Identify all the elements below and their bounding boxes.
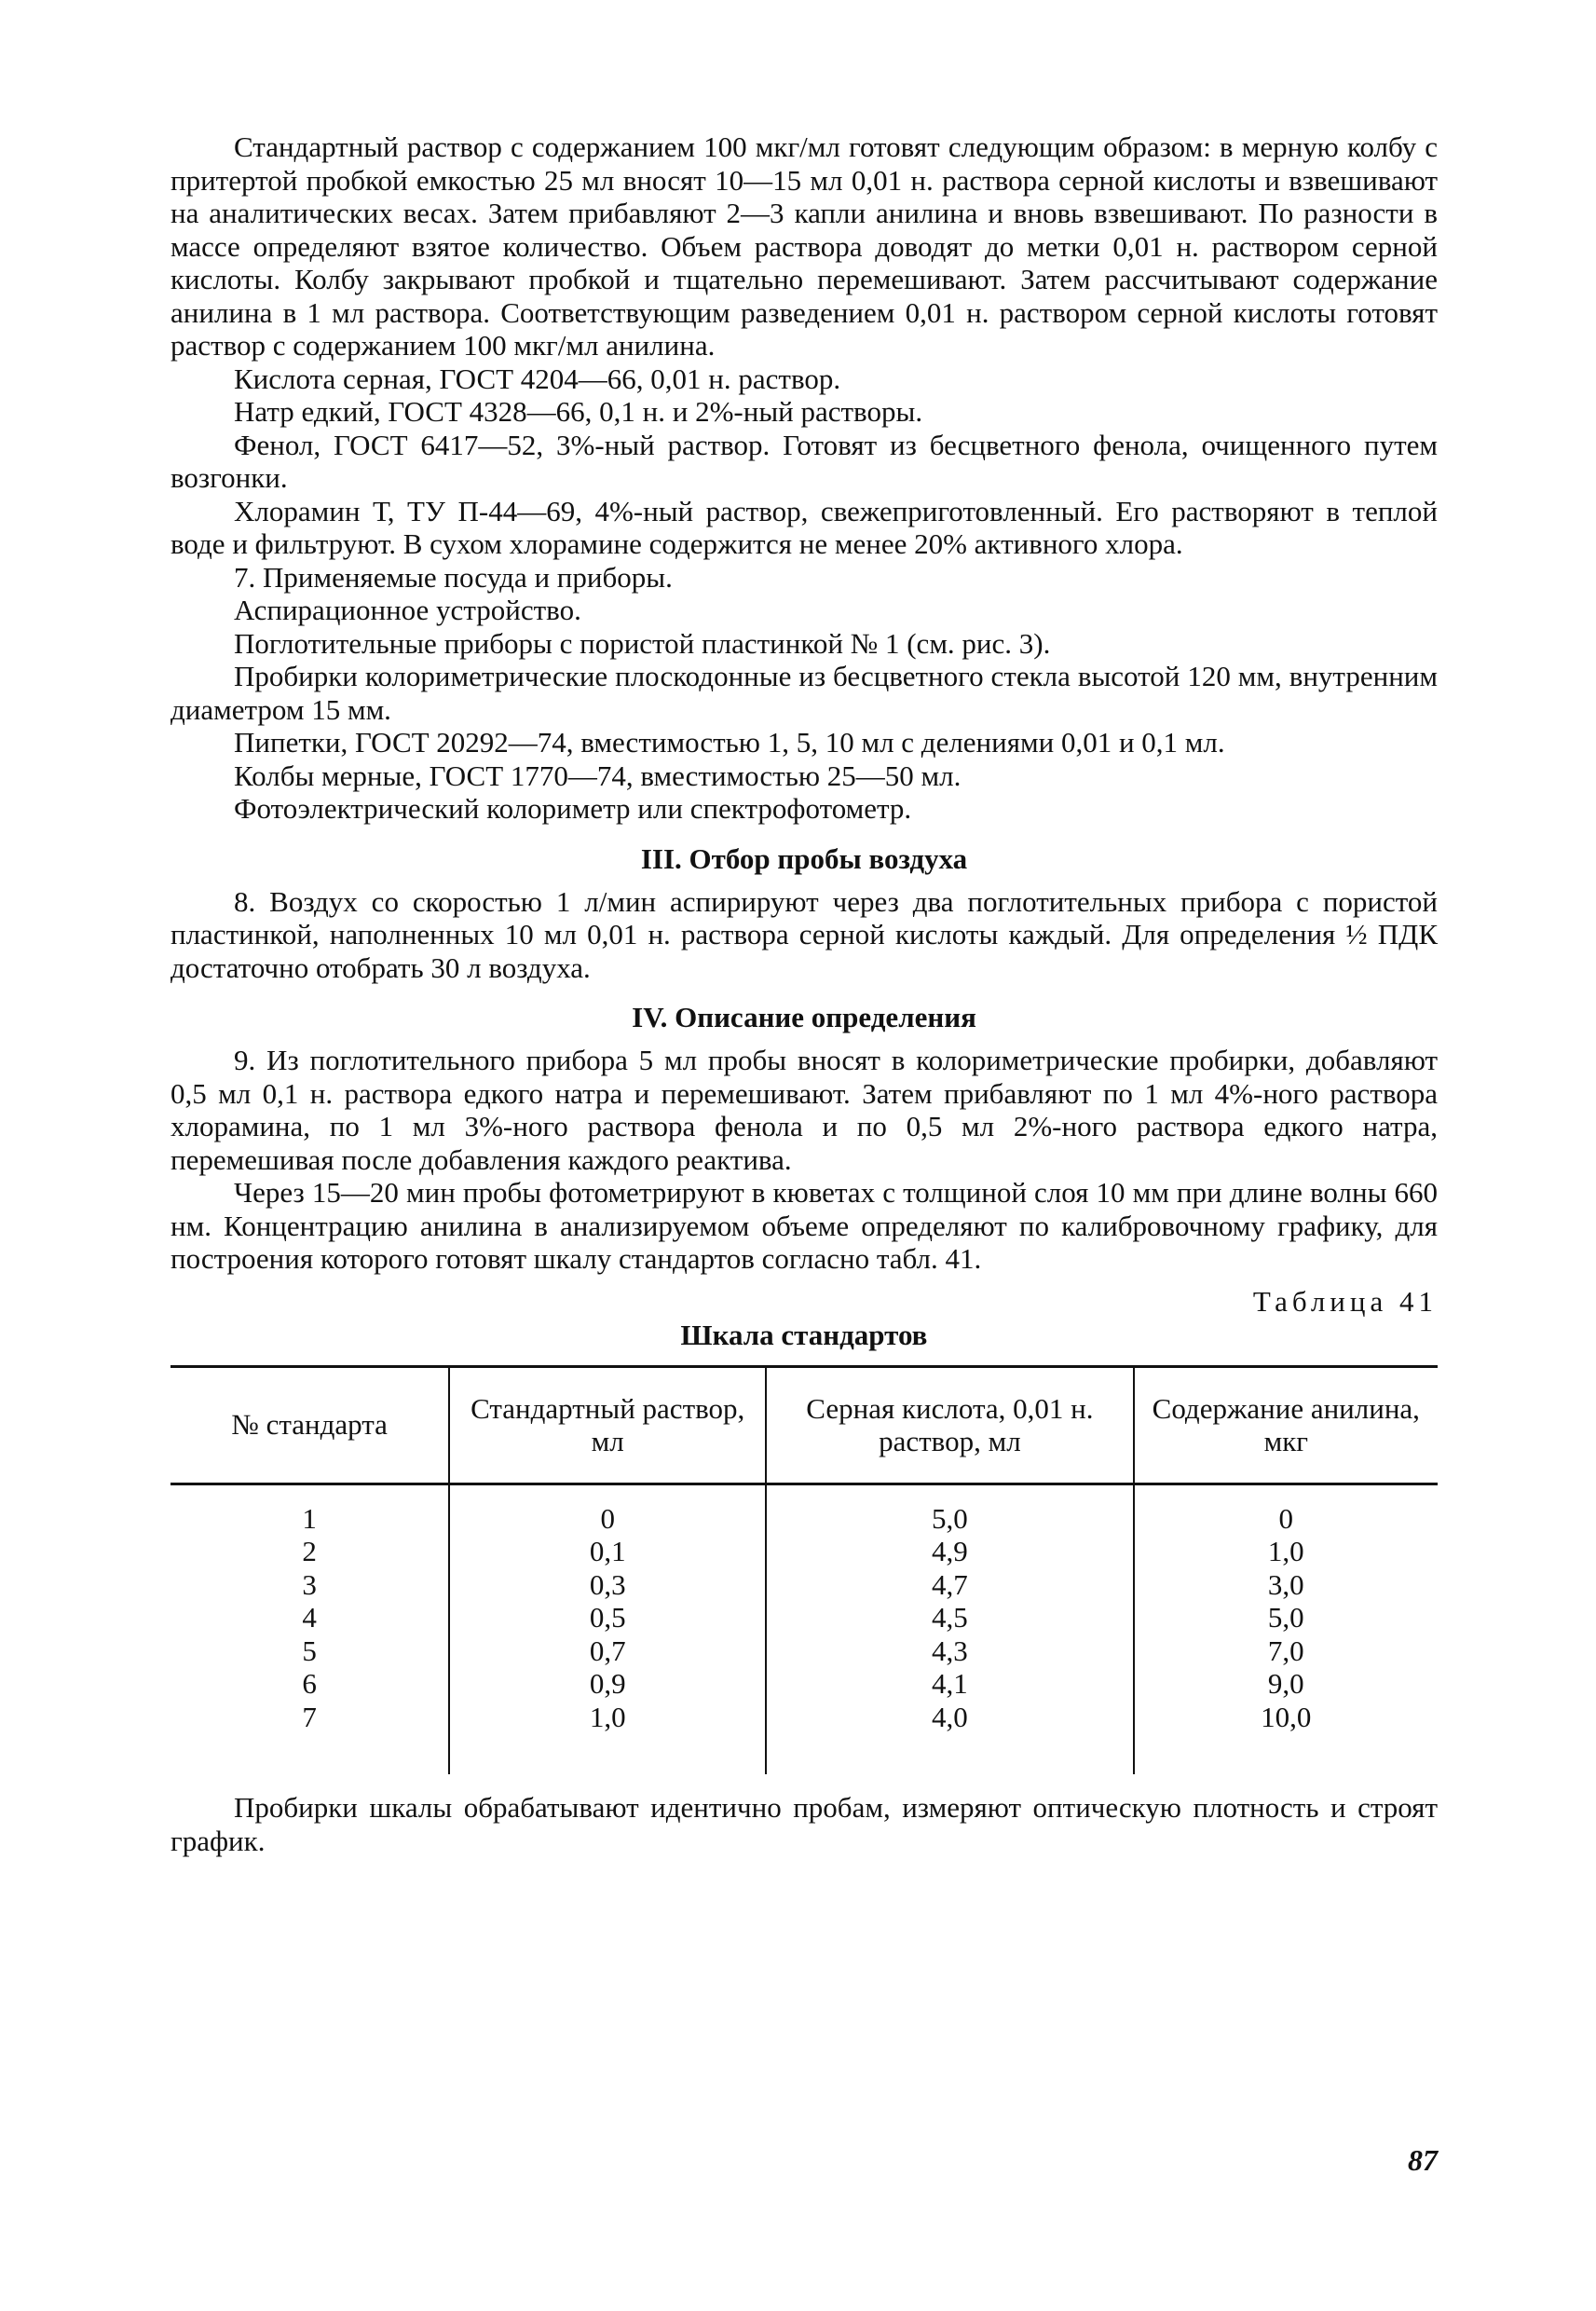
document-page xyxy=(171,130,1438,1857)
table-cell: 4,9 xyxy=(932,1535,968,1567)
table-cell: 5,0 xyxy=(1267,1601,1304,1634)
column-aniline-content xyxy=(1134,1484,1438,1774)
section-heading-air-sampling: III. Отбор пробы воздуха xyxy=(640,841,968,875)
column-standard-solution xyxy=(449,1484,766,1774)
column-sulfuric-acid xyxy=(766,1484,1133,1774)
table-cell: 4,7 xyxy=(932,1567,968,1601)
table-cell: 4 xyxy=(302,1601,317,1634)
paragraph-standard-solution: Стандартный раствор с содержанием 100 мкг/мл готовят следующим образом: в мерную колбу с притертой пробкой емкостью 25 мл вносят 10—15 мл 0,01 н. раствора серной кислоты и взвешивают на аналитических весах. Затем прибавляют 2—3 капли анилина и вновь взвешивают. По разности в массе определяют взятое количество. Объем раствора доводят до метки 0,01 н. раствором серной кислоты. Колбу закрывают пробкой и тщательно перемешивают. Затем рассчитывают содержание анилина в 1 мл раствора. Соответствующим разведением 0,01 н. раствором серной кислоты готовят раствор с содержанием 100 мкг/мл анилина. xyxy=(171,130,1438,362)
paragraph-equipment-heading: 7. Применяемые посуда и приборы. xyxy=(234,560,673,594)
table-cell: 7,0 xyxy=(1267,1634,1304,1667)
paragraph-aspiration-device: Аспирационное устройство. xyxy=(234,594,581,626)
table-cell: 4,1 xyxy=(932,1667,968,1700)
paragraph-colorimeter: Фотоэлектрический колориметр или спектрофотометр. xyxy=(234,792,912,825)
paragraph-chloramine: Хлорамин Т, ТУ П-44—69, 4%-ный раствор, свежеприготовленный. Его растворяют в теплой воде и фильтруют. В сухом хлорамине содержится не менее 20% активного хлора. xyxy=(171,494,1438,560)
paragraph-test-tubes: Пробирки колориметрические плоскодонные из бесцветного стекла высотой 120 мм, внутренним диаметром 15 мм. xyxy=(171,660,1438,726)
paragraph-absorption-devices: Поглотительные приборы с пористой пластинкой № 1 (см. рис. 3). xyxy=(234,626,1051,660)
header-sulfuric-acid: Серная кислота, 0,01 н. раствор, мл xyxy=(766,1366,1133,1484)
paragraph-determination-1: 9. Из поглотительного прибора 5 мл пробы вносят в колориметрические пробирки, добавляют 0,5 мл 0,1 н. раствора едкого натра и перемешивают. Затем прибавляют по 1 мл 4%-ного раствора хлорамина, по 1 мл 3%-ного раствора фенола и по 0,5 мл 2%-ного раствора едкого натра, перемешивая после добавления каждого реактива. xyxy=(171,1044,1438,1176)
table-cell: 4,5 xyxy=(932,1601,968,1634)
table-title: Шкала стандартов xyxy=(680,1318,928,1351)
page-number: 87 xyxy=(1408,2143,1438,2177)
paragraph-sodium-hydroxide: Натр едкий, ГОСТ 4328—66, 0,1 н. и 2%-ный растворы. xyxy=(234,395,923,428)
paragraph-air-sampling: 8. Воздух со скоростью 1 л/мин аспирируют через два поглотительных прибора с пористой пластинкой, наполненных 10 мл 0,01 н. раствора серной кислоты каждый. Для определения ½ ПДК достаточно отобрать 30 л воздуха. xyxy=(171,884,1438,984)
paragraph-flasks: Колбы мерные, ГОСТ 1770—74, вместимостью 25—50 мл. xyxy=(234,759,962,792)
paragraph-determination-2: Через 15—20 мин пробы фотометрируют в кюветах с толщиной слоя 10 мм при длине волны 660 нм. Концентрацию анилина в анализируемом объеме определяют по калибровочному графику, для построения которого готовят шкалу стандартов согласно табл. 41. xyxy=(171,1176,1438,1275)
table-cell: 7 xyxy=(302,1700,317,1733)
table-cell: 3,0 xyxy=(1267,1567,1304,1601)
table-cell: 2 xyxy=(302,1535,317,1567)
column-standard-number xyxy=(171,1484,449,1774)
table-label: Таблица 41 xyxy=(1252,1284,1438,1318)
paragraph-pipettes: Пипетки, ГОСТ 20292—74, вместимостью 1, 5, 10 мл с делениями 0,01 и 0,1 мл. xyxy=(234,726,1225,759)
paragraph-after-table: Пробирки шкалы обрабатывают идентично пробам, измеряют оптическую плотность и строят график. xyxy=(171,1791,1438,1857)
table-cell: 9,0 xyxy=(1267,1667,1304,1700)
table-cell: 1 xyxy=(302,1501,317,1535)
paragraph-sulfuric-acid: Кислота серная, ГОСТ 4204—66, 0,01 н. раствор. xyxy=(234,362,841,395)
standards-table xyxy=(171,1365,1438,1775)
table-cell: 0 xyxy=(600,1501,615,1535)
table-cell: 5 xyxy=(302,1634,317,1667)
table-cell: 0,7 xyxy=(589,1634,626,1667)
header-aniline-content: Содержание анилина, мкг xyxy=(1134,1366,1438,1484)
table-cell: 0,3 xyxy=(589,1567,626,1601)
table-cell: 0,5 xyxy=(589,1601,626,1634)
table-cell: 6 xyxy=(302,1667,317,1700)
table-cell: 0 xyxy=(1278,1501,1294,1535)
table-cell: 0,1 xyxy=(589,1535,626,1567)
section-heading-determination: IV. Описание определения xyxy=(632,1001,976,1033)
header-standard-number: № стандарта xyxy=(231,1408,388,1442)
table-cell: 1,0 xyxy=(1267,1535,1304,1567)
table-cell: 4,3 xyxy=(932,1634,968,1667)
table-row xyxy=(171,1484,1438,1774)
table-cell: 1,0 xyxy=(589,1700,626,1733)
table-cell: 10,0 xyxy=(1261,1700,1312,1733)
table-cell: 4,0 xyxy=(932,1700,968,1733)
paragraph-phenol: Фенол, ГОСТ 6417—52, 3%-ный раствор. Готовят из бесцветного фенола, очищенного путем возгонки. xyxy=(171,428,1438,494)
table-cell: 5,0 xyxy=(932,1501,968,1535)
table-cell: 3 xyxy=(302,1567,317,1601)
table-header-row xyxy=(171,1366,1438,1484)
table-cell: 0,9 xyxy=(589,1667,626,1700)
header-standard-solution: Стандартный раствор, мл xyxy=(449,1366,766,1484)
